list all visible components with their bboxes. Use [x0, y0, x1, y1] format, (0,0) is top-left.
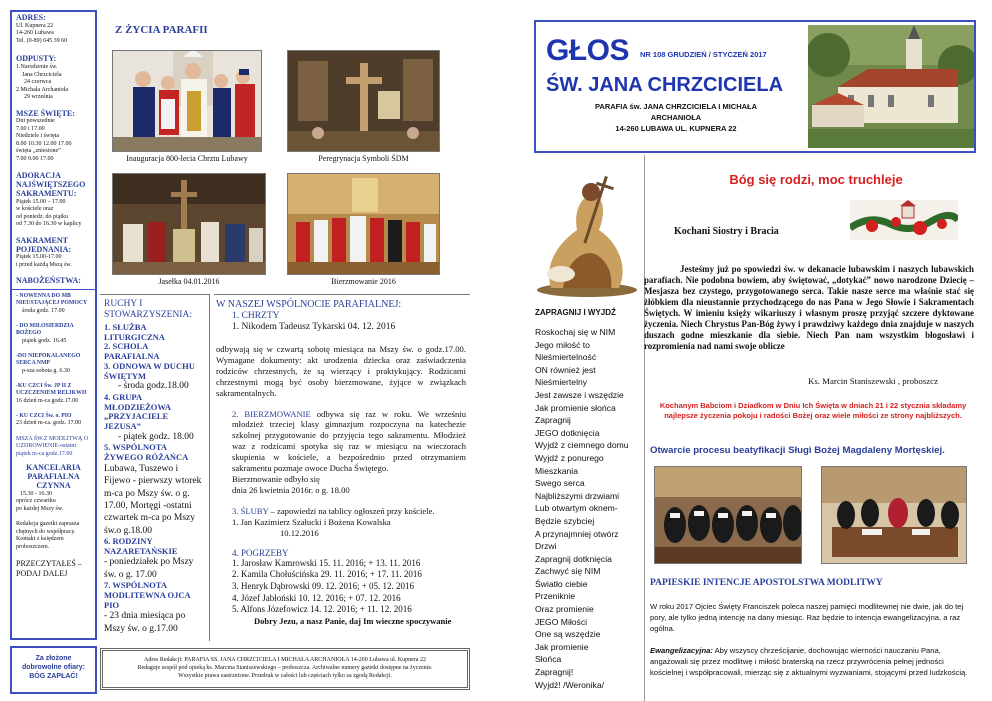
photo-clergy-meeting — [821, 466, 967, 564]
masthead-glos: GŁOS — [546, 34, 630, 67]
odpusty-line: 29 września — [24, 94, 53, 101]
poem-line: JEGO dotknięcia — [535, 427, 600, 438]
odpusty-line: 1.Narodzenie św. — [16, 64, 58, 71]
adres-line: Ul. Kupnera 22 — [16, 22, 54, 29]
pogrzeb-item: 5. Alfons Józefowicz 14. 12. 2016; + 11. 12. 2016 — [232, 604, 412, 615]
poem-line: Jest zawsze i wszędzie — [535, 389, 624, 400]
poem-body — [535, 326, 645, 691]
poem-line: Wyjdź z ciemnego domu — [535, 440, 629, 451]
poem-line: Nieśmiertelny — [535, 377, 588, 388]
msze-line: 7.00 9.00 17.00 — [16, 155, 54, 162]
sakrament-heading: SAKRAMENT POJEDNANIA: — [16, 235, 72, 254]
sakrament-line: i przed każdą Mszą św. — [16, 261, 72, 268]
intencje-ewangelizacyjna — [650, 645, 978, 678]
adoracja-line: od 7.30 do 16.30 w kaplicy — [16, 221, 82, 228]
photo-inauguracja — [112, 50, 262, 152]
wspolnota-section — [214, 294, 470, 641]
christmas-ornaments-image — [850, 200, 958, 240]
saint-john-image — [533, 170, 641, 298]
odpusty-heading: ODPUSTY: — [16, 54, 57, 64]
zycie-title: Z ŻYCIA PARAFII — [115, 24, 208, 36]
masthead — [534, 20, 976, 153]
ruchy-item-head: 4. GRUPA MŁODZIEŻOWA „PRZYJACIELE JEZUSA” — [104, 391, 171, 432]
sidebar-box — [10, 10, 97, 640]
poem-line: Mieszkania — [535, 465, 578, 476]
msze-heading: MSZE ŚWIĘTE: — [16, 108, 75, 118]
adoracja-line: w kościele oraz — [16, 206, 54, 213]
photo-jaselka — [112, 173, 266, 275]
caption-jaselka: Jasełka 04.01.2016 — [158, 277, 220, 286]
adres-line: Tel. (0-89) 645 39 60 — [16, 37, 68, 44]
poem-line: Światło ciebie — [535, 578, 588, 589]
poem-line: A przynajmniej otwórz — [535, 528, 619, 539]
pogrzeb-item: 3. Henryk Dąbrowski 09. 12. 2016; + 05. 12. 2016 — [232, 580, 415, 591]
ewangelizacyjna-text: Aby wszyscy chrześcijanie, dochowując wierności nauczaniu Pana, angażowali się przez modlitwę i miłość braterską na rzecz przywrócenia pełnej jedności kościelnej i współpracowali, mierząc się z aktualnymi wyzwaniami, stojącymi przed ludzkością. — [650, 646, 968, 677]
adoracja-heading: ADORACJA NAJŚWIĘTSZEGO SAKRAMENTU: — [16, 171, 86, 198]
ruchy-section — [100, 294, 210, 641]
masthead-issue: NR 108 GRUDZIEŃ / STYCZEŃ 2017 — [640, 50, 767, 59]
odpusty-line: Jana Chrzciciela — [22, 71, 62, 78]
adres-heading: ADRES: — [16, 13, 46, 22]
kancelaria-heading: KANCELARIA PARAFIALNA CZYNNA — [26, 463, 81, 490]
grandparents-wishes: Kochanym Babciom i Dziadkom w Dniu Ich Święta w dniach 21 i 22 stycznia składamy najlepsze życzenia pokoju i radości Bożej oraz wiele miłości ze strony najbliższych. — [659, 401, 967, 421]
poem-line: Zapragnij dotknięcia — [535, 553, 612, 564]
pogrzeby-footer: Dobry Jezu, a nasz Panie, daj Im wieczne spoczywanie — [254, 615, 452, 626]
christmas-letter — [644, 264, 974, 352]
footer-line: Wszystkie prawa zastrzeżone. Przedruk w całości lub częściach tylko za zgodą Redakcji. — [178, 673, 392, 680]
christmas-signature: Ks. Marcin Staniszewski , proboszcz — [808, 376, 938, 386]
ewangelizacyjna-label: Ewangelizacyjna: — [650, 646, 713, 655]
poem-line: Swego serca — [535, 478, 585, 489]
footer-line: Adres Redakcji: PARAFIA SS. JANA CHRZCICIELA I MICHAŁA ARCHANIOŁA 14-260 Lubawa ul. Kupnera 22 — [144, 657, 426, 663]
christmas-greeting: Kochani Siostry i Bracia — [674, 226, 779, 237]
left-page — [0, 0, 478, 701]
redakcja-note: Redakcja gazetki zaprasza chętnych do współpracy. Kontakt z księdzem proboszczem. — [16, 521, 80, 550]
nabozenstwo-detail: p-sza sobota g. 6.30 — [22, 367, 70, 374]
msze-line: Niedziele i święta — [16, 133, 59, 140]
adoracja-line: od poniedz. do piątku — [16, 213, 68, 220]
ruchy-item-head: 3. ODNOWA W DUCHU ŚWIĘTYM — [104, 360, 195, 381]
right-page — [478, 0, 992, 701]
chrzty-note: odbywają się w czwartą sobotę miesiąca na Mszy św. o godz.17.00. Wymagane dokumenty: akt urodzenia dziecka oraz zaświadczenia rodziców chrzestnych, że są wierzący i praktykujący. Rodzicami chrzestnymi mogą być osoby bierzmowane, żyjące w związkach sakramentalnych. — [216, 344, 466, 398]
sluby-item: 1. Jan Kazimierz Szałucki i Bożena Kowalska — [232, 516, 391, 527]
masthead-parafia-line: PARAFIA św. JANA CHRZCICIELA I MICHAŁA — [594, 102, 758, 111]
sluby-heading: 3. ŚLUBY — [232, 505, 269, 516]
bierzmowanie-text: odbywa się raz w roku. We wrześniu młodzież trzeciej klasy gimnazjum rozpoczyna na katechezie szkolnej przygotowanie do przyjęcia tego sakramentu. Młodzież waz z rodzicami spotyka się raz w miesiącu na wieczorach skupienia w kościele, a bezpośrednio przed otrzymaniem sakramentu pozmaje owoce Ducha Świętego. — [232, 408, 466, 474]
nabozenstwo-detail: 23 dzień m-ca. godz. 17.00 — [16, 420, 82, 427]
ruchy-item-head: 1. SŁUŻBA LITURGICZNA — [104, 321, 165, 342]
sluby-text: – zapowiedzi na tablicy ogłoszeń przy kościele. — [268, 505, 435, 516]
poem-title: ZAPRAGNIJ I WYJDŹ — [535, 308, 616, 317]
poem-line: Nieśmiertelność — [535, 352, 597, 363]
ruchy-item-head: 6. RODZINY NAZARETAŃSKIE — [104, 535, 178, 556]
chrzty-item: 1. Nikodem Tadeusz Tykarski 04. 12. 2016 — [232, 322, 396, 332]
poem-line: Oraz promienie — [535, 604, 594, 615]
footer-line: Redaguje zespół pod opieką ks. Marcina Staniszewskiego – proboszcza. Archiwalne numery gazetki dostępne na życzenie. — [137, 665, 433, 672]
ruchy-item-head: 7. WSPÓLNOTA MODLITEWNA OJCA PIO — [104, 580, 191, 610]
pogrzeb-item: 2. Kamila Chołuścińska 29. 11. 2016; + 17. 11. 2016 — [232, 569, 422, 580]
poem-line: Jak promienie — [535, 641, 589, 652]
ofiary-text: Za złożone dobrowolne ofiary: BÓG ZAPŁAĆ! — [22, 655, 85, 681]
pogrzeby-heading: 4. POGRZEBY — [232, 547, 289, 558]
christmas-letter-text: Jesteśmy już po spowiedzi św. w dekanacie lubawskim i naszych lubawskich parafiach. Nie podobna bowiem, aby świętować, „dotykać” nowo narodzone Dziecię – Mesjasza bez czystego, przygotowanego serca. Takie nasze serce ma właśnie stać się żłóbkiem dla nieustannie przychodzącego do nas Pana w Jego Słowie i Sakramentach Świętych. W imieniu księży wikariuszy i własnym proszę przyjąć szczere dyktowane życzenia. Niech Chrystus Pan-Bóg żywy i prawdziwy każdego dnia znajduje w naszych duszach godne mieszkanie dla siebie. Niech Pan nam wszystkim błogosławi i rozpromienia nad nami swoje oblicze — [644, 264, 974, 352]
photo-bierzmowanie — [287, 173, 440, 275]
sluby-item-date: 10.12.2016 — [280, 527, 319, 538]
poem-line: Najbliższymi drzwiami — [535, 490, 620, 501]
msze-line: 7.00 i 17.00 — [16, 125, 45, 132]
nabozenstwo-title: -KU CZCI Św. JP II Z UCZCZENIEM RELIKWII — [16, 383, 87, 397]
ruchy-title: RUCHY I STOWARZYSZENIA: — [104, 299, 192, 320]
nabozenstwo-title: - DO MIŁOSIERDZIA BOŻEGO — [16, 323, 74, 337]
poem-line: Będzie szybciej — [535, 515, 595, 526]
photo-peregrynacja — [287, 50, 440, 152]
church-photo — [808, 25, 974, 148]
poem-line: Wyjdź! /Weronika/ — [535, 679, 605, 690]
masthead-parafia-line: 14-260 LUBAWA UL. KUPNERA 22 — [615, 123, 737, 133]
bierzmowanie-extra: Bierzmowanie odbyło się — [232, 473, 320, 484]
msza-uzdrowienie: MSZA ŚW.Z MODLITWĄ O UZDROWIENIE-ostatni piątek m-ca godz.17.00 — [16, 435, 89, 457]
poem-line: ON również jest — [535, 364, 596, 375]
poem-line: Lub otwartym oknem- — [535, 503, 618, 514]
poem-line: One są wszędzie — [535, 629, 601, 640]
ruchy-item-text: - 23 dnia miesiąca po Mszy św. o g.17.00 — [104, 611, 186, 634]
ruchy-item-text: - środa godz.18.00 — [118, 381, 189, 392]
redakcja-footer — [100, 648, 470, 690]
poem-line: Zapragnij! — [535, 667, 574, 678]
poem-line: Przeniknie — [535, 591, 576, 602]
kancelaria-line: po każdej Mszy św. — [16, 505, 64, 512]
poem-line: Roskochaj się w NIM — [535, 327, 616, 337]
ruchy-item-head: 2. SCHOLA PARAFIALNA — [104, 341, 160, 362]
chrzty-heading: 1. CHRZTY — [232, 311, 280, 321]
poem-line: Drzwi — [535, 541, 557, 552]
bierzmowanie-extra: dnia 26 kwietnia 2016r. o g. 18.00 — [232, 484, 350, 495]
poem-line: Jego miłość to — [535, 339, 590, 350]
ofiary-box — [10, 646, 97, 694]
poem-line: Słońca — [535, 654, 562, 665]
nabozenstwo-detail: środa godz. 17.00 — [22, 307, 65, 314]
bierzmowanie-heading: 2. BIERZMOWANIE — [232, 408, 311, 419]
poem-line: Zapragnij — [535, 415, 571, 426]
poem-line: Jak promienie słońca — [535, 402, 616, 413]
ruchy-item-text: - piątek godz. 18.00 — [118, 431, 194, 442]
nabozenstwo-title: - NOWENNA DO MB NIEUSTAJĄCEJ POMOCY — [16, 293, 88, 307]
wspolnota-title: W NASZEJ WSPÓLNOCIE PARAFIALNEJ: — [216, 299, 402, 310]
nabozenstwo-detail: 16 dzień m-ca godz.17.00 — [16, 397, 79, 404]
kancelaria-line: 15.30 - 16.30 — [20, 490, 52, 497]
odpusty-line: 2.Michała Archanioła — [16, 86, 68, 93]
beatyfikacja-title: Otwarcie procesu beatyfikacji Sługi Bożej Magdaleny Mortęskiej. — [650, 445, 945, 456]
caption-bierzmowanie: Bierzmowanie 2016 — [331, 277, 396, 286]
ruchy-item-text: Lubawa, Tuszewo i Fijewo - pierwszy wtorek m-ca po Mszy św. o g. 17.00, Mortęgi -ostatni czwartek m-ca po Mszy św.o g.18.00 — [104, 463, 202, 536]
intencje-title: PAPIESKIE INTENCJE APOSTOLSTWA MODLITWY — [650, 578, 883, 588]
adoracja-line: Piątek 15.00 – 17.00 — [16, 198, 66, 205]
caption-inauguracja: Inauguracja 800-lecia Chrztu Lubawy — [126, 154, 248, 163]
poem-line: Wyjdź z ponurego — [535, 452, 604, 463]
adres-line: 14-260 Lubawa — [16, 30, 54, 37]
odpusty-line: 24 czerwca — [24, 79, 52, 86]
intencje-text: W roku 2017 Ojciec Święty Franciszek poleca naszej pamięci modlitewnej nie dwie, jak do tej pory, ale tylko jedną intencję na dany miesiąc. Raz będzie to intencja ewangelizacyjna, a raz ogólna. — [650, 602, 964, 633]
przeczytales-text: PRZECZYTAŁEŚ – PODAJ DALEJ — [16, 559, 82, 579]
sakrament-line: Piątek 15.00-17.00 — [16, 254, 62, 261]
nabozenstwo-detail: piątek godz. 16.45 — [22, 337, 67, 344]
christmas-title: Bóg się rodzi, moc truchleje — [729, 172, 903, 187]
nabozenstwa-heading: NABOŻEŃSTWA: — [16, 276, 81, 286]
masthead-title: ŚW. JANA CHRZCICIELA — [546, 74, 784, 96]
masthead-parafia — [576, 102, 776, 135]
kancelaria-line: oprócz czwartku — [16, 498, 56, 505]
caption-peregrynacja: Peregrynacja Symboli ŚDM — [318, 154, 409, 163]
nabozenstwo-title: -DO NIEPOKALANEGO SERCA NMP — [16, 353, 81, 367]
masthead-parafia-line: ARCHANIOŁA — [650, 112, 702, 122]
ruchy-item-head: 5. WSPÓLNOTA ŻYWEGO RÓŻAŃCA — [104, 442, 189, 463]
pogrzeb-item: 1. Jarosław Kamrowski 15. 11. 2016; + 13. 11. 2016 — [232, 557, 421, 568]
msze-line: święta „zniesione” — [16, 148, 61, 155]
nabozenstwo-title: - KU CZCI Św. o. PIO — [16, 413, 72, 420]
photo-nuns — [654, 466, 802, 564]
msze-line: 8.00 10.30 12.00 17.00 — [16, 140, 72, 147]
ruchy-item-text: - poniedziałek po Mszy św. o g. 17.00 — [104, 557, 194, 580]
msze-line: Dni powszednie — [16, 118, 55, 125]
poem-line: Zachwyć się NIM — [535, 566, 601, 577]
poem-line: JEGO Miłości — [535, 616, 588, 627]
pogrzeb-item: 4. Józef Jabłoński 10. 12. 2016; + 07. 12. 2016 — [232, 592, 401, 603]
